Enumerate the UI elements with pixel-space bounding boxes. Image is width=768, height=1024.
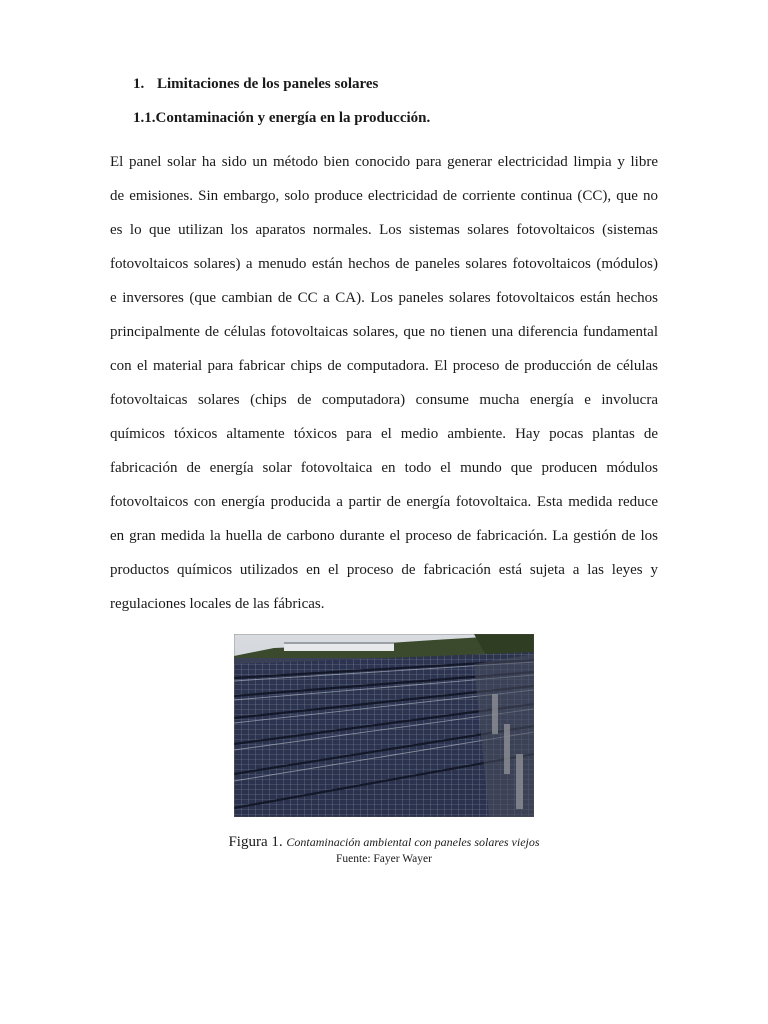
subsection-heading: 1.1.Contaminación y energía en la producción. bbox=[133, 110, 431, 126]
paragraph-line: e inversores (que cambian de CC a CA). Los paneles solares fotovoltaicos están hechos bbox=[110, 290, 658, 306]
paragraph-line: en gran medida la huella de carbono durante el proceso de fabricación. La gestión de los bbox=[110, 528, 658, 544]
paragraph-line: fotovoltaicos con energía producida a partir de energía fotovoltaica. Esta medida reduce bbox=[110, 494, 658, 510]
paragraph-line: fotovoltaicas solares (chips de computadora) consume mucha energía e involucra bbox=[110, 392, 658, 408]
paragraph-line: con el material para fabricar chips de computadora. El proceso de producción de células bbox=[110, 358, 658, 374]
figure-label: Figura 1. bbox=[228, 834, 283, 850]
paragraph-line: de emisiones. Sin embargo, solo produce electricidad de corriente continua (CC), que no bbox=[110, 188, 658, 204]
figure-description: Contaminación ambiental con paneles solares viejos bbox=[286, 835, 540, 849]
paragraph-line: productos químicos utilizados en el proceso de fabricación está sujeta a las leyes y bbox=[110, 562, 658, 578]
section-title: Limitaciones de los paneles solares bbox=[157, 76, 379, 92]
solar-panels-photo bbox=[234, 634, 534, 817]
section-heading bbox=[133, 76, 378, 93]
figure-caption bbox=[0, 834, 768, 851]
paragraph-line: principalmente de células fotovoltaicas solares, que no tienen una diferencia fundamental bbox=[110, 324, 658, 340]
figure-source: Fuente: Fayer Wayer bbox=[336, 853, 432, 865]
paragraph-line: químicos tóxicos altamente tóxicos para el medio ambiente. Hay pocas plantas de bbox=[110, 426, 658, 442]
paragraph-line: es lo que utilizan los aparatos normales. Los sistemas solares fotovoltaicos (sistemas bbox=[110, 222, 658, 238]
paragraph-line: fotovoltaicos solares) a menudo están hechos de paneles solares fotovoltaicos (módulos) bbox=[110, 256, 658, 272]
paragraph-line: regulaciones locales de las fábricas. bbox=[110, 596, 325, 612]
body-paragraph bbox=[110, 147, 658, 623]
paragraph-line: fabricación de energía solar fotovoltaica en todo el mundo que producen módulos bbox=[110, 460, 658, 476]
paragraph-line: El panel solar ha sido un método bien conocido para generar electricidad limpia y libre bbox=[110, 154, 658, 170]
section-number: 1. bbox=[133, 76, 145, 92]
